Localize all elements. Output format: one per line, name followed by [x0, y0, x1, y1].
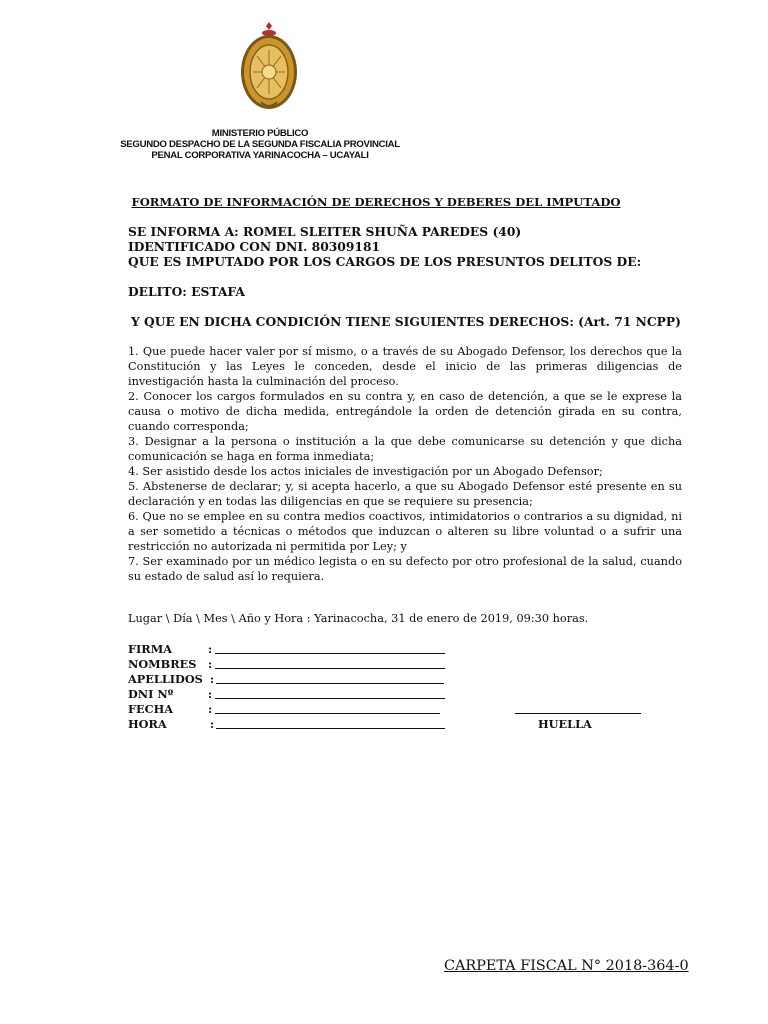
- header-line-3: PENAL CORPORATIVA YARINACOCHA – UCAYALI: [151, 150, 369, 161]
- coat-of-arms-icon: [239, 20, 299, 112]
- right-item: 7. Ser examinado por un médico legista o en su defecto por otro profesional de la salud, cuando su estado de salud así lo requiera.: [128, 555, 682, 583]
- right-item: 5. Abstenerse de declarar; y, si acepta hacerlo, a que su Abogado Defensor esté presente en su declaración y en todas las diligencias en que se requiere su presencia;: [128, 480, 682, 508]
- rights-list: [128, 344, 682, 584]
- right-item: 2. Conocer los cargos formulados en su contra y, en caso de detención, a que se le exprese la causa o motivo de dicha medida, entregándole la orden de detención girada en su contra, cuando corresponda;: [128, 390, 682, 433]
- dni-label: DNI Nº: [128, 687, 174, 701]
- nombres-label: NOMBRES: [128, 657, 197, 671]
- apellidos-line[interactable]: [216, 683, 444, 684]
- header-line-2: SEGUNDO DESPACHO DE LA SEGUNDA FISCALIA PROVINCIAL: [120, 139, 400, 150]
- right-item: 1. Que puede hacer valer por sí mismo, o a través de su Abogado Defensor, los derechos que la Constitución y las Leyes le conceden, desde el inicio de las primeras diligencias de investigación hasta la culminación del proceso.: [128, 345, 682, 388]
- lugar-fecha-hora: Lugar \ Día \ Mes \ Año y Hora : Yarinacocha, 31 de enero de 2019, 09:30 horas.: [128, 612, 589, 625]
- apellidos-label: APELLIDOS: [128, 672, 203, 686]
- right-item: 6. Que no se emplee en su contra medios coactivos, intimidatorios o contrarios a su dignidad, ni a ser sometido a técnicas o métodos que induzcan o alteren su libre voluntad o a sufrir una restricción no autorizada ni permitida por Ley; y: [128, 510, 682, 553]
- hora-line[interactable]: [216, 728, 445, 729]
- dni-line[interactable]: [215, 698, 445, 699]
- right-item: 3. Designar a la persona o institución a la que debe comunicarse su detención y que dicha comunicación se haga en forma inmediata;: [128, 435, 682, 463]
- firma-colon: :: [208, 642, 213, 656]
- imputado-line: QUE ES IMPUTADO POR LOS CARGOS DE LOS PRESUNTOS DELITOS DE:: [128, 254, 642, 269]
- fecha-line[interactable]: [215, 713, 440, 714]
- header-line-1: MINISTERIO PÚBLICO: [211, 128, 309, 139]
- apellidos-colon: :: [210, 672, 215, 686]
- delito-line: DELITO: ESTAFA: [128, 284, 245, 299]
- condicion-line: Y QUE EN DICHA CONDICIÓN TIENE SIGUIENTES DERECHOS: (Art. 71 NCPP): [131, 314, 681, 329]
- identificado-line: IDENTIFICADO CON DNI. 80309181: [128, 239, 381, 254]
- fecha-colon: :: [208, 702, 213, 716]
- fecha-label: FECHA: [128, 702, 174, 716]
- nombres-colon: :: [208, 657, 213, 671]
- hora-label: HORA: [128, 717, 167, 731]
- carpeta-fiscal: CARPETA FISCAL N° 2018-364-0: [444, 958, 689, 974]
- hora-colon: :: [210, 717, 215, 731]
- right-item: 4. Ser asistido desde los actos iniciales de investigación por un Abogado Defensor;: [128, 465, 603, 478]
- nombres-line[interactable]: [215, 668, 445, 669]
- huella-line[interactable]: [515, 713, 641, 714]
- firma-label: FIRMA: [128, 642, 172, 656]
- dni-colon: :: [208, 687, 213, 701]
- firma-line[interactable]: [215, 653, 445, 654]
- huella-label: HUELLA: [538, 717, 592, 731]
- institution-header: [120, 128, 400, 161]
- document-title: FORMATO DE INFORMACIÓN DE DERECHOS Y DEBERES DEL IMPUTADO: [131, 195, 621, 209]
- se-informa-line: SE INFORMA A: ROMEL SLEITER SHUÑA PAREDES (40): [128, 224, 522, 239]
